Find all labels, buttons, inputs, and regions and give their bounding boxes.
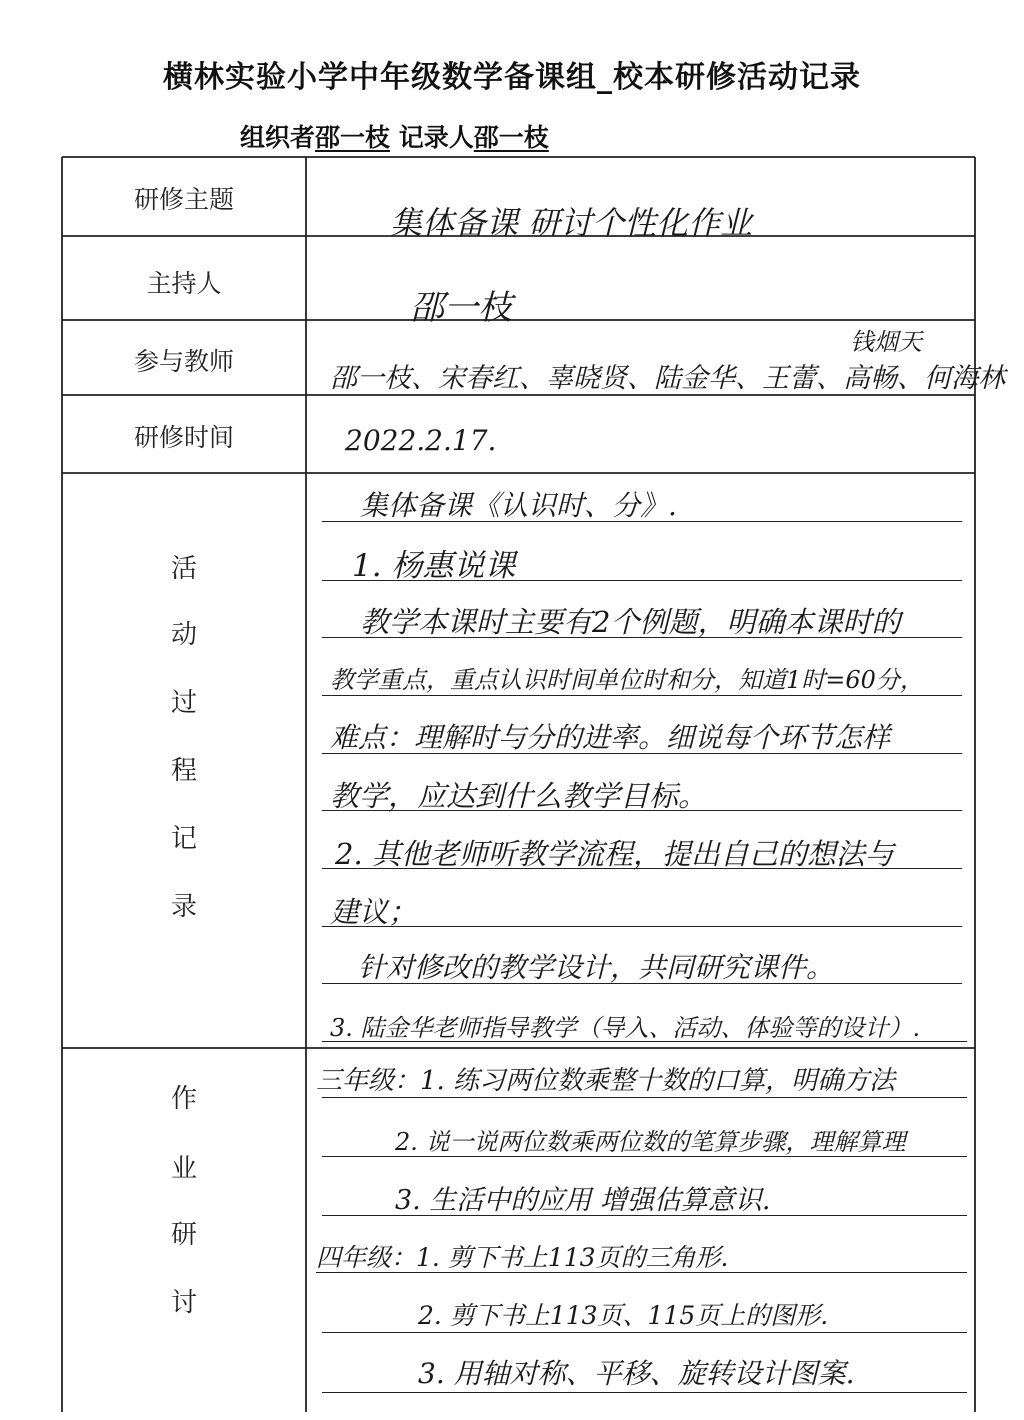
- activity-line: 2. 其他老师听教学流程，提出自己的想法与: [335, 837, 894, 871]
- activity-label-char: 程: [170, 756, 197, 786]
- recorder-label: 记录人: [398, 123, 474, 152]
- time-label: 研修时间: [133, 423, 234, 452]
- homework-line: 3. 生活中的应用 增强估算意识.: [395, 1185, 771, 1216]
- homework-label-char: 讨: [170, 1288, 197, 1318]
- activity-line: 教学，应达到什么教学目标。: [330, 779, 708, 813]
- activity-line: 针对修改的教学设计，共同研究课件。: [358, 951, 835, 984]
- activity-label-char: 录: [170, 892, 197, 922]
- homework-label-char: 作: [170, 1084, 197, 1114]
- teachers-value: 邵一枝、宋春红、辜晓贤、陆金华、王蕾、高畅、何海林: [330, 363, 1005, 394]
- activity-label-char: 动: [170, 620, 197, 650]
- activity-label-char: 过: [170, 688, 197, 718]
- ruled-line: [322, 1097, 967, 1098]
- recorder-name: 邵一枝: [473, 123, 549, 152]
- page-title: 横林实验小学中年级数学备课组_校本研修活动记录: [163, 60, 861, 95]
- ruled-line: [322, 926, 962, 927]
- homework-line: 2. 说一说两位数乘两位数的笔算步骤，理解算理: [395, 1128, 906, 1156]
- homework-line: 2. 剪下书上113页、115页上的图形.: [418, 1301, 829, 1330]
- teachers-label: 参与教师: [133, 347, 234, 376]
- activity-label-char: 记: [170, 824, 197, 854]
- teachers-extra: 钱烟天: [850, 328, 922, 356]
- organizer-name: 邵一枝: [315, 123, 391, 152]
- activity-line: 建议；: [330, 895, 418, 929]
- activity-line: 集体备课《认识时、分》.: [360, 489, 677, 522]
- ruled-line: [322, 1332, 967, 1333]
- activity-line: 1. 杨惠说课: [352, 548, 516, 584]
- topic-value: 集体备课 研讨个性化作业: [390, 204, 753, 242]
- activity-label-char: 活: [170, 554, 197, 584]
- ruled-line: [322, 1392, 967, 1393]
- homework-line: 三年级：1. 练习两位数乘整十数的口算，明确方法: [316, 1066, 896, 1096]
- homework-label-char: 研: [170, 1220, 197, 1250]
- homework-line: 3. 用轴对称、平移、旋转设计图案.: [418, 1357, 855, 1390]
- host-value: 邵一枝: [410, 288, 512, 328]
- time-value: 2022.2.17.: [345, 424, 497, 457]
- activity-line: 难点：理解时与分的进率。细说每个环节怎样: [330, 721, 891, 754]
- ruled-line: [322, 695, 962, 696]
- homework-line: 四年级：1. 剪下书上113页的三角形.: [316, 1243, 729, 1272]
- host-label: 主持人: [146, 269, 222, 298]
- organizer-label: 组织者: [240, 123, 316, 152]
- activity-line: 3. 陆金华老师指导教学（导入、活动、体验等的设计）.: [330, 1014, 921, 1042]
- activity-line: 教学重点，重点认识时间单位时和分，知道1时=60分，: [330, 666, 924, 694]
- homework-label-char: 业: [170, 1154, 197, 1184]
- topic-label: 研修主题: [133, 185, 234, 214]
- activity-line: 教学本课时主要有2个例题，明确本课时的: [360, 605, 901, 639]
